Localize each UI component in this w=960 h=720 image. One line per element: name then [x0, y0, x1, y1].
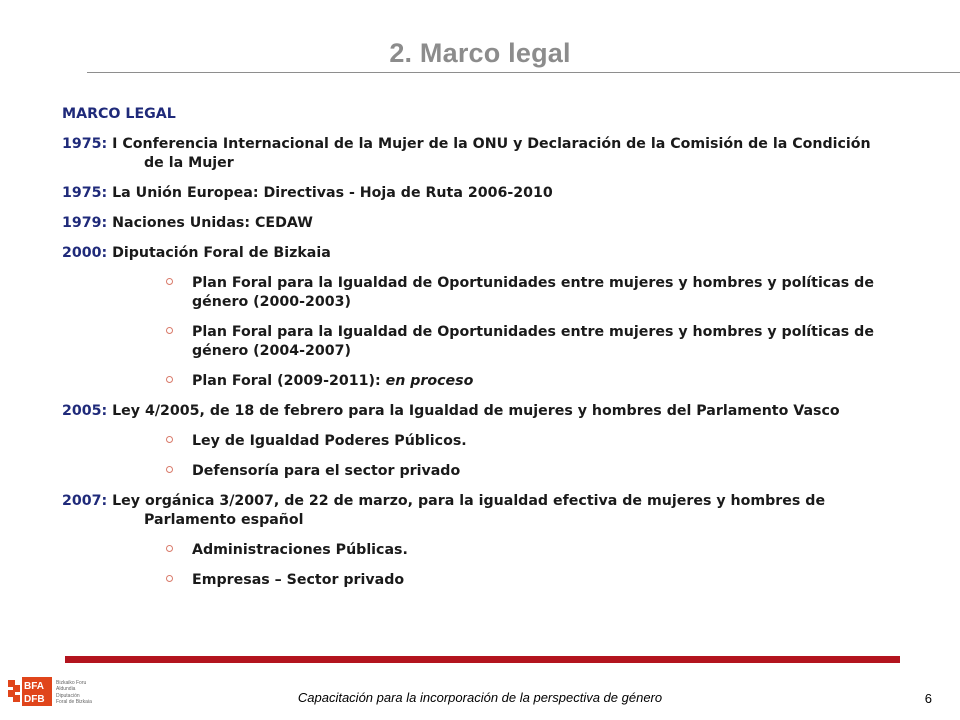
logo-line-1: Bizkaiko Foru [56, 680, 87, 686]
section-heading: MARCO LEGAL [62, 106, 176, 122]
logo-line-4: Foral de Bizkaia [56, 699, 92, 705]
sub-bullet [62, 323, 916, 361]
list-item [62, 184, 916, 203]
item-year: 2000: [62, 245, 108, 261]
list-item [62, 135, 916, 173]
footer-divider [65, 656, 900, 663]
item-text: La Unión Europea: Directivas - Hoja de Ruta 2006-2010 [112, 185, 553, 201]
slide-title: 2. Marco legal [389, 38, 571, 68]
item-text: Diputación Foral de Bizkaia [112, 245, 331, 261]
bullet-icon [166, 278, 173, 285]
bullet-icon [166, 575, 173, 582]
item-text: Ley orgánica 3/2007, de 22 de marzo, para la igualdad efectiva de mujeres y hombres de [112, 493, 826, 509]
sub-bullet [62, 274, 916, 312]
logo-line-3: Diputación [56, 693, 80, 699]
sub-bullet [62, 372, 916, 391]
item-year: 1975: [62, 185, 108, 201]
bullet-text: Ley de Igualdad Poderes Públicos. [192, 433, 467, 449]
bullet-text: Administraciones Públicas. [192, 542, 408, 558]
bullet-text-continuation: género (2000-2003) [192, 294, 352, 310]
bullet-icon [166, 545, 173, 552]
bullet-icon [166, 436, 173, 443]
item-year: 1975: [62, 136, 108, 152]
page-number: 6 [924, 691, 932, 706]
sub-bullet [62, 462, 916, 481]
bullet-icon [166, 466, 173, 473]
bullet-text: Plan Foral (2009-2011): [192, 373, 381, 389]
title-divider [87, 72, 960, 73]
sub-bullet [62, 571, 916, 590]
item-text-continuation: de la Mujer [144, 155, 234, 171]
bullet-text: Defensoría para el sector privado [192, 463, 461, 479]
sub-bullet [62, 432, 916, 451]
bullet-emphasis: en proceso [385, 373, 474, 389]
logo-abbr-2: DFB [24, 694, 45, 705]
logo-abbr-1: BFA [24, 681, 44, 692]
bullet-icon [166, 327, 173, 334]
item-year: 2007: [62, 493, 108, 509]
item-text: Naciones Unidas: CEDAW [112, 215, 313, 231]
logo-line-2: Aldundia [56, 686, 76, 692]
item-year: 1979: [62, 215, 108, 231]
sub-bullet [62, 541, 916, 560]
list-item [62, 492, 916, 530]
list-item [62, 402, 916, 421]
bullet-text-continuation: género (2004-2007) [192, 343, 352, 359]
item-text-continuation: Parlamento español [144, 512, 304, 528]
item-text: I Conferencia Internacional de la Mujer de la ONU y Declaración de la Comisión de la Condición [112, 136, 871, 152]
slide-content [62, 105, 916, 601]
item-text: Ley 4/2005, de 18 de febrero para la Igualdad de mujeres y hombres del Parlamento Vasco [112, 403, 840, 419]
footer-caption: Capacitación para la incorporación de la perspectiva de género [297, 690, 663, 705]
bullet-text: Empresas – Sector privado [192, 572, 405, 588]
bullet-text: Plan Foral para la Igualdad de Oportunidades entre mujeres y hombres y políticas de [192, 324, 874, 340]
list-item [62, 244, 916, 263]
bullet-text: Plan Foral para la Igualdad de Oportunidades entre mujeres y hombres y políticas de [192, 275, 874, 291]
list-item [62, 214, 916, 233]
bullet-icon [166, 376, 173, 383]
item-year: 2005: [62, 403, 108, 419]
